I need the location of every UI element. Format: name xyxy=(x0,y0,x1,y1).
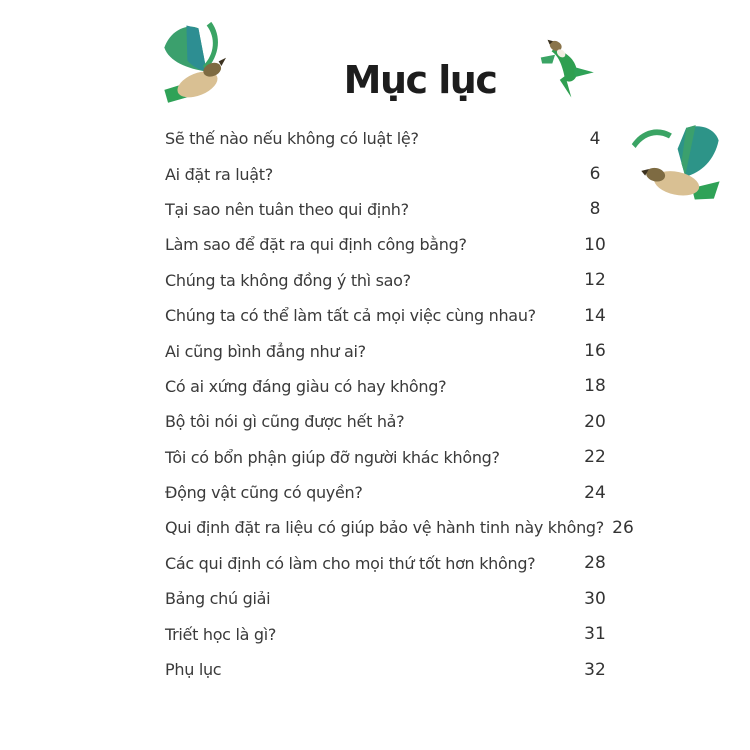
bird-right-icon xyxy=(627,122,732,215)
toc-row xyxy=(165,156,608,191)
toc-row xyxy=(165,121,608,156)
toc-row xyxy=(165,333,608,368)
toc-row xyxy=(165,227,608,262)
toc-entry-title: Triết học là gì? xyxy=(165,624,277,644)
toc-entry-page-number: 8 xyxy=(589,199,601,220)
toc-entry-page-number: 28 xyxy=(584,553,606,574)
toc-row xyxy=(165,546,608,581)
toc-row xyxy=(165,404,608,439)
toc-entry-title: Bảng chú giải xyxy=(165,589,271,609)
toc-entry-page-number: 18 xyxy=(584,376,606,397)
toc-entry-title: Động vật cũng có quyền? xyxy=(165,483,363,503)
toc-entry-page-number: 30 xyxy=(584,588,606,609)
toc-row xyxy=(165,652,608,687)
toc-entry-title: Bộ tôi nói gì cũng được hết hả? xyxy=(165,412,405,432)
toc-entry-page-number: 24 xyxy=(584,482,606,503)
toc-row xyxy=(165,263,608,298)
toc-entry-title: Ai đặt ra luật? xyxy=(165,164,273,184)
toc-row xyxy=(165,581,608,616)
toc-list xyxy=(165,121,634,687)
toc-entry-title: Chúng ta có thể làm tất cả mọi việc cùng nhau? xyxy=(165,306,536,326)
toc-entry-title: Sẽ thế nào nếu không có luật lệ? xyxy=(165,129,419,149)
toc-row xyxy=(165,369,608,404)
toc-entry-page-number: 22 xyxy=(584,447,606,468)
toc-entry-page-number: 32 xyxy=(584,659,606,680)
toc-entry-page-number: 10 xyxy=(584,234,606,255)
bird-top-left-icon xyxy=(157,20,249,112)
bird-top-right-icon xyxy=(536,33,604,105)
toc-entry-title: Làm sao để đặt ra qui định công bằng? xyxy=(165,235,467,255)
toc-row xyxy=(165,192,608,227)
toc-entry-title: Ai cũng bình đẳng như ai? xyxy=(165,341,366,361)
toc-entry-title: Tại sao nên tuân theo qui định? xyxy=(165,199,409,219)
toc-row xyxy=(165,475,608,510)
toc-entry-title: Có ai xứng đáng giàu có hay không? xyxy=(165,376,447,396)
toc-entry-title: Qui định đặt ra liệu có giúp bảo vệ hành tinh này không? xyxy=(165,518,604,538)
toc-entry-title: Các qui định có làm cho mọi thứ tốt hơn không? xyxy=(165,553,536,573)
toc-entry-page-number: 12 xyxy=(584,270,606,291)
toc-entry-page-number: 4 xyxy=(589,128,601,149)
toc-row xyxy=(165,510,634,545)
toc-row xyxy=(165,298,608,333)
toc-row xyxy=(165,616,608,651)
toc-entry-page-number: 31 xyxy=(584,624,606,645)
toc-entry-page-number: 14 xyxy=(584,305,606,326)
toc-entry-title: Phụ lục xyxy=(165,660,222,680)
toc-entry-page-number: 26 xyxy=(612,517,634,538)
toc-entry-title: Tôi có bổn phận giúp đỡ người khác không? xyxy=(165,447,500,467)
toc-entry-page-number: 16 xyxy=(584,341,606,362)
toc-entry-page-number: 6 xyxy=(589,164,601,185)
toc-row xyxy=(165,440,608,475)
toc-entry-page-number: 20 xyxy=(584,411,606,432)
toc-entry-title: Chúng ta không đồng ý thì sao? xyxy=(165,270,411,290)
page-title: Mục lục xyxy=(343,58,497,102)
